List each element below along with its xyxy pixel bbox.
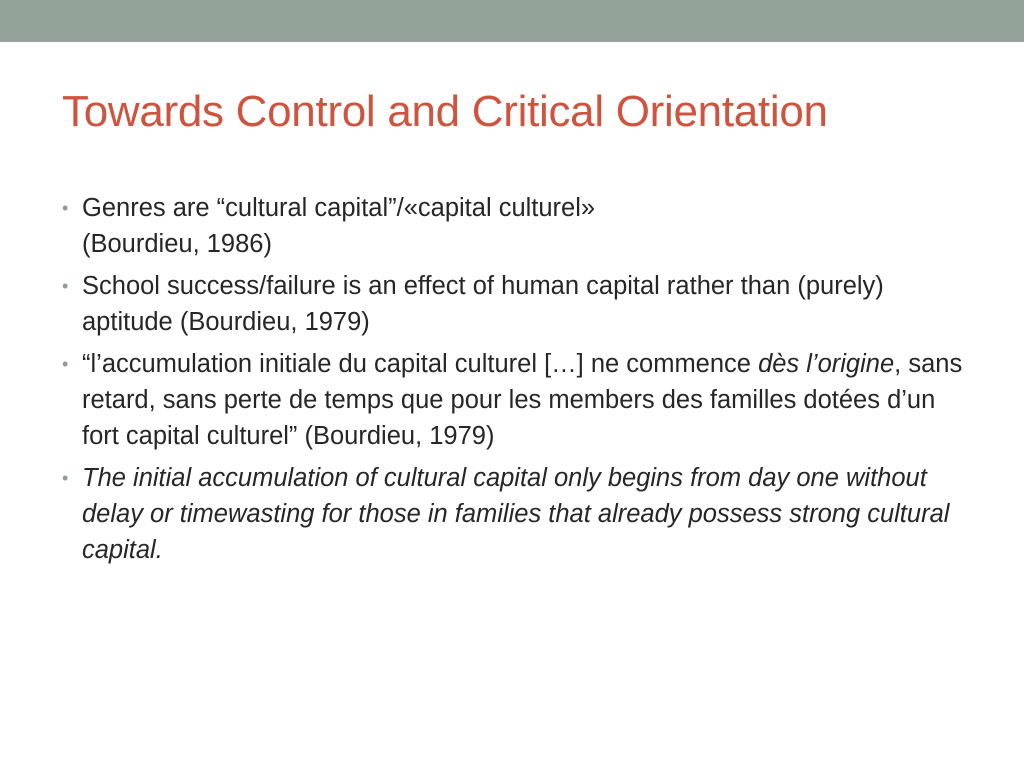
bullet-icon: • (62, 276, 69, 296)
bullet-item-genres (62, 190, 967, 262)
bullet-text: School success/failure is an effect of human capital rather than (purely) aptitude (Bourdieu, 1979) (82, 272, 884, 336)
bullet-item-english-translation (62, 460, 967, 568)
bullet-text-continued: , sans retard, sans perte de temps que pour les members des familles dotées d’un fort capital culturel” (Bourdieu, 1979) (82, 350, 963, 450)
bullet-text: Genres are “cultural capital”/«capital culturel» (82, 194, 596, 222)
bullet-icon: • (62, 354, 69, 374)
top-decorative-band (0, 0, 1024, 42)
bullet-text: The initial accumulation of cultural capital only begins from day one without delay or timewasting for those in families that already possess strong cultural capital. (82, 464, 950, 564)
bullet-text-emphasis: dès l’origine (758, 350, 895, 378)
bullet-text-citation: (Bourdieu, 1986) (82, 230, 272, 258)
slide-title: Towards Control and Critical Orientation (62, 87, 828, 136)
bullet-icon: • (62, 468, 69, 488)
bullet-list (62, 190, 967, 574)
bullet-text: “l’accumulation initiale du capital culturel […] ne commence (82, 350, 759, 378)
bullet-icon: • (62, 198, 69, 218)
bullet-item-french-quote (62, 346, 967, 454)
bullet-item-school-success (62, 268, 967, 340)
